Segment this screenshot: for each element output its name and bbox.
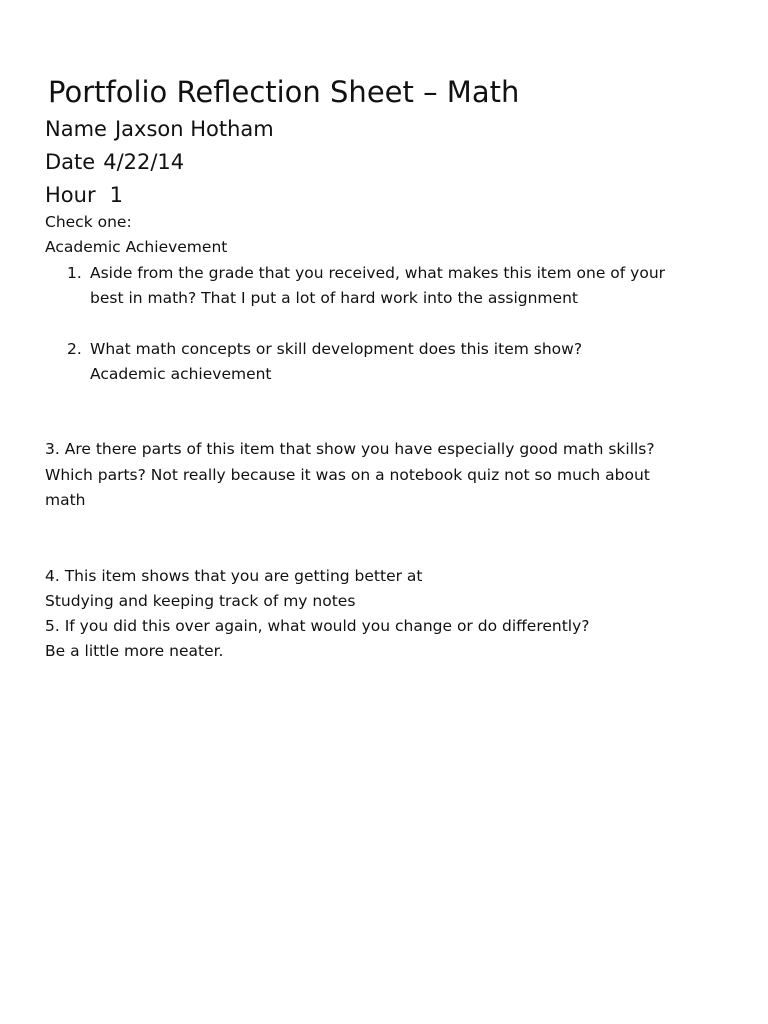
- question-3-line-3: math: [45, 491, 86, 509]
- check-one-label: Check one:: [45, 213, 132, 231]
- hour-label: Hour: [45, 183, 96, 207]
- name-value: Jaxson Hotham: [114, 117, 274, 141]
- date-value: 4/22/14: [103, 150, 185, 174]
- question-1: [67, 261, 665, 287]
- page-title: Portfolio Reflection Sheet – Math: [48, 75, 520, 109]
- question-2-number: 2.: [67, 340, 82, 358]
- question-4: 4. This item shows that you are getting better at: [45, 567, 423, 585]
- hour-value: 1: [109, 183, 123, 207]
- question-3-line-2: Which parts? Not really because it was on a notebook quiz not so much about: [45, 466, 650, 484]
- question-2-answer: Academic achievement: [90, 365, 272, 383]
- question-2: [67, 337, 582, 363]
- name-label: Name: [45, 117, 107, 141]
- question-1-text: Aside from the grade that you received, what makes this item one of your: [90, 264, 666, 282]
- check-one-value: Academic Achievement: [45, 238, 228, 256]
- name-field: [45, 115, 274, 143]
- question-2-text: What math concepts or skill development does this item show?: [90, 340, 583, 358]
- question-3-line-1: 3. Are there parts of this item that show you have especially good math skills?: [45, 440, 655, 458]
- question-1-number: 1.: [67, 264, 82, 282]
- question-5-answer: Be a little more neater.: [45, 642, 224, 660]
- question-5: 5. If you did this over again, what would you change or do differently?: [45, 617, 590, 635]
- date-field: [45, 148, 184, 176]
- question-1-continuation: best in math? That I put a lot of hard work into the assignment: [90, 289, 578, 307]
- question-4-answer: Studying and keeping track of my notes: [45, 592, 356, 610]
- hour-field: [45, 181, 123, 209]
- date-label: Date: [45, 150, 96, 174]
